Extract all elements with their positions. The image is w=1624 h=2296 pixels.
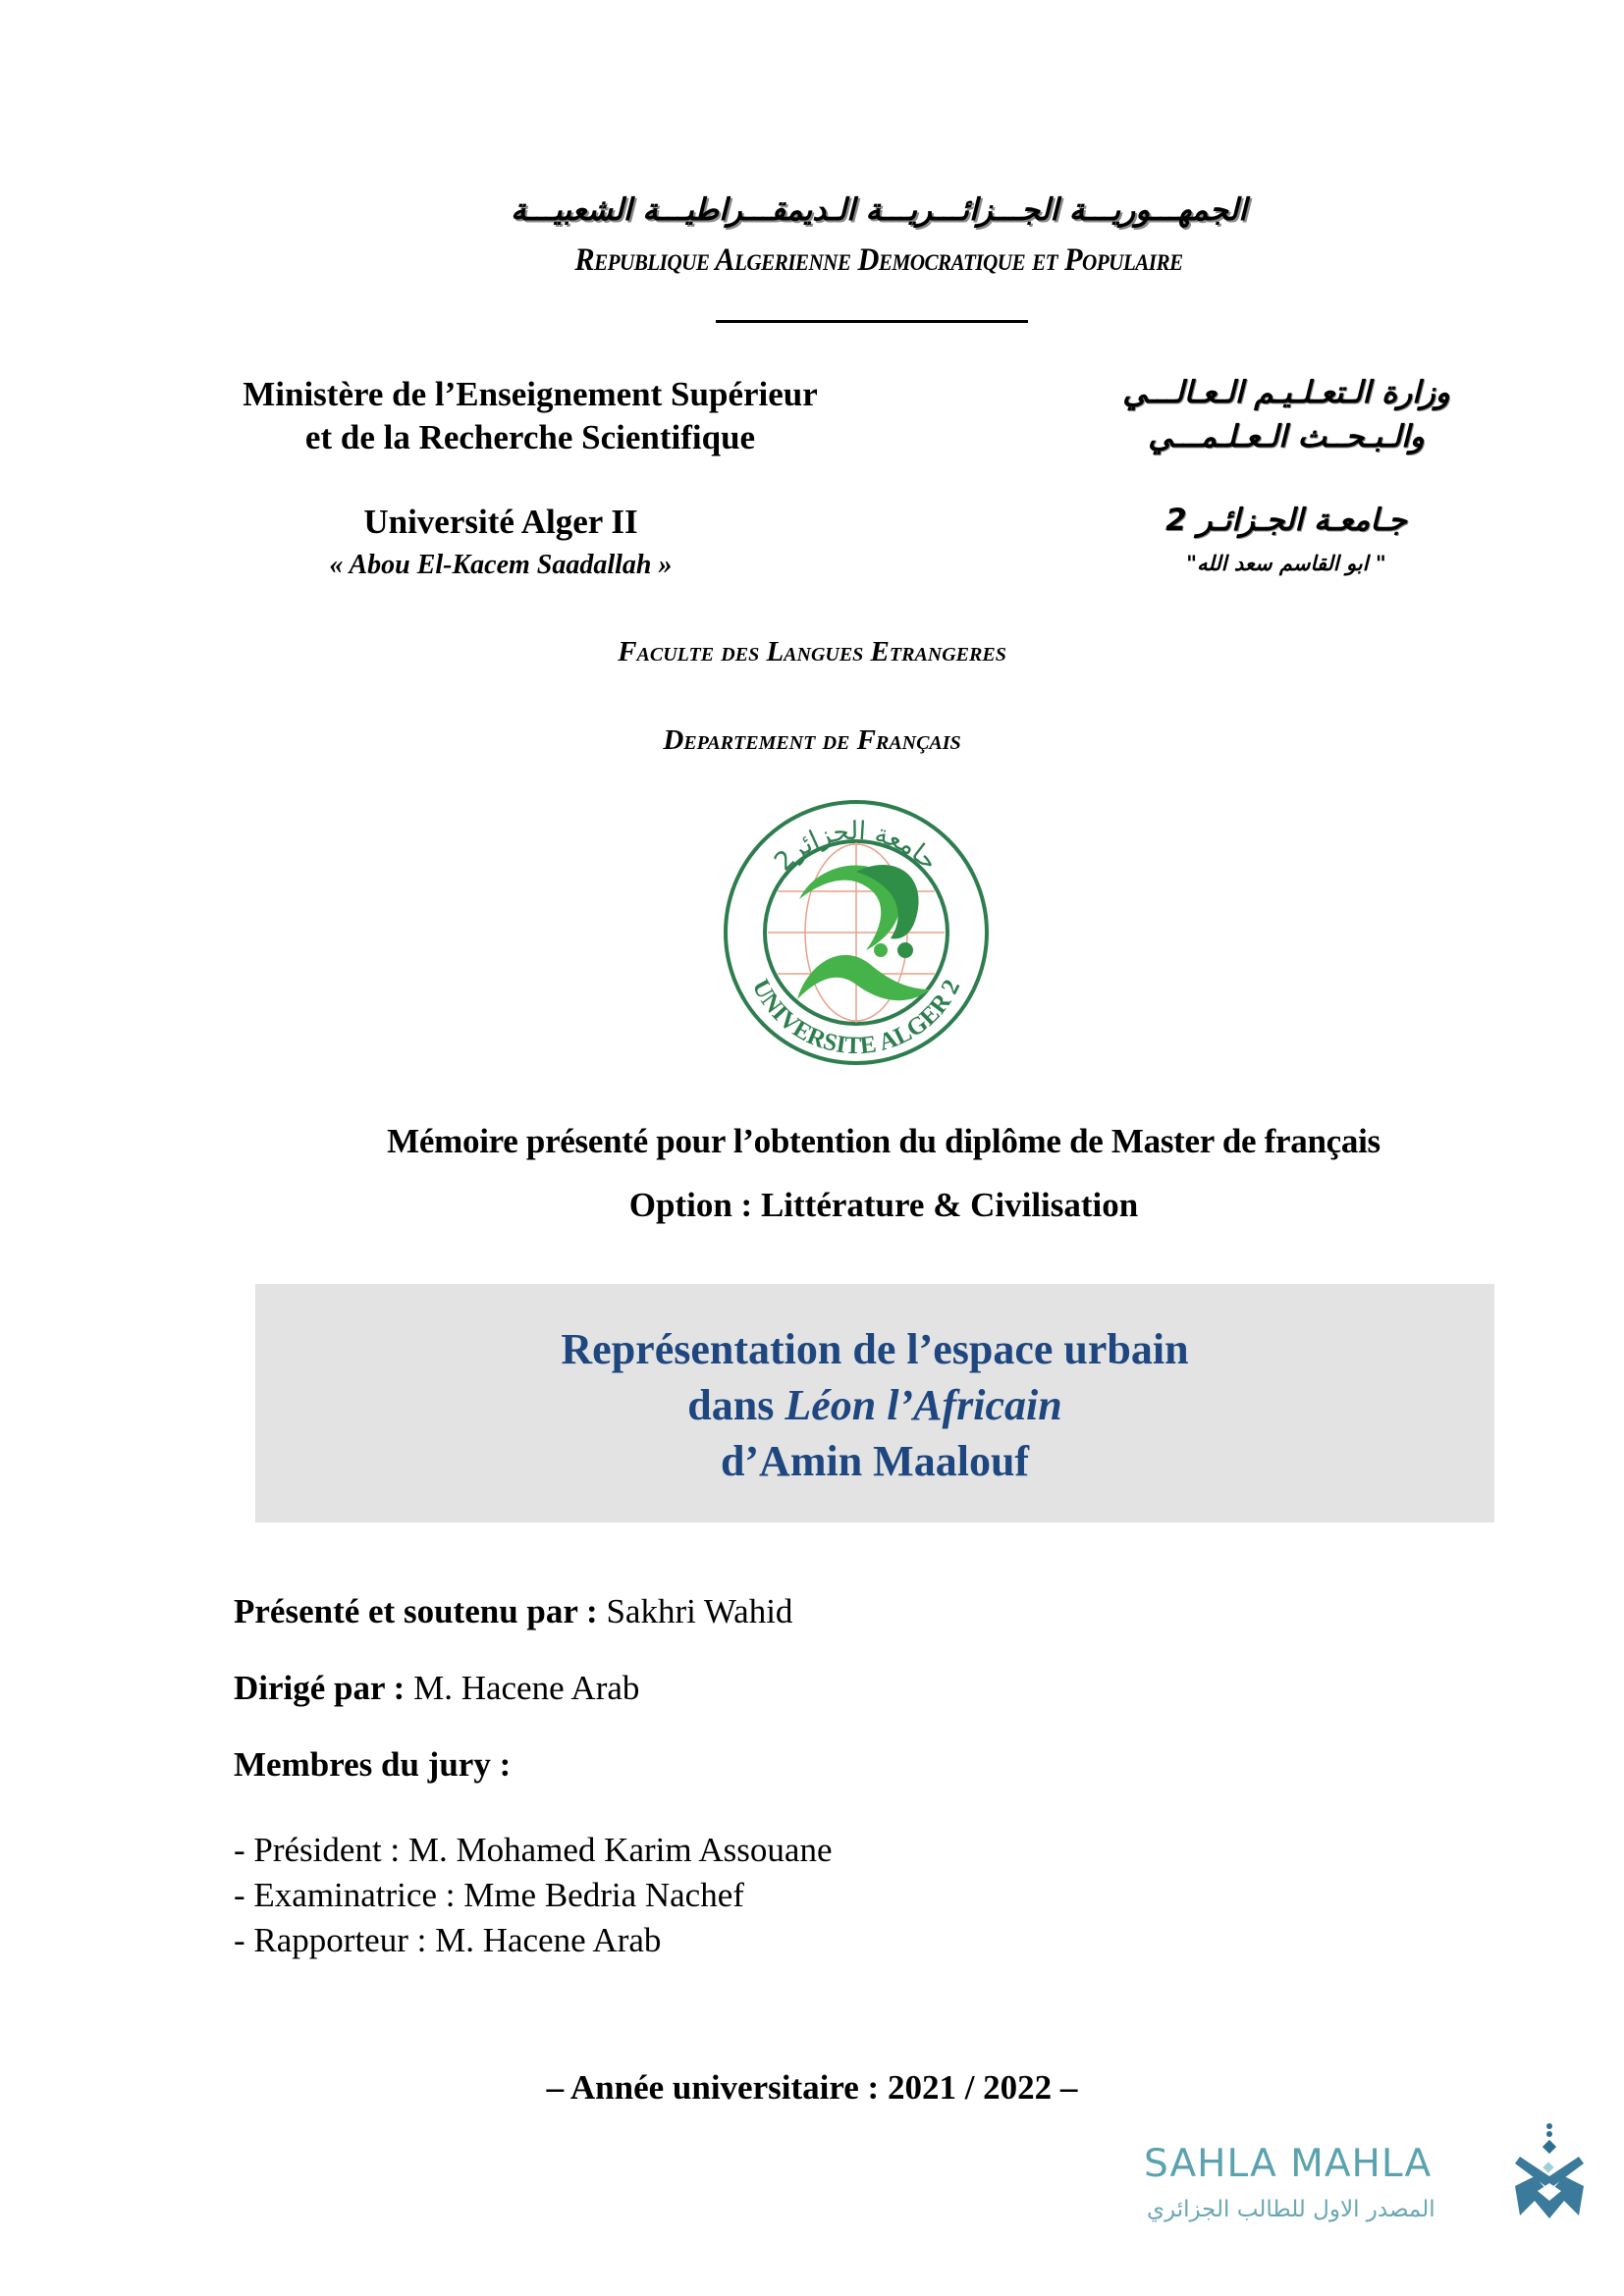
memoire-option: Option : Littérature & Civilisation bbox=[628, 1186, 1139, 1224]
thesis-title-line2-prefix: dans bbox=[687, 1381, 785, 1429]
university-subtitle-arabic: " ابو القاسم سعد الله" bbox=[1186, 552, 1386, 575]
faculty-name: Faculte des Langues Etrangeres bbox=[618, 636, 1006, 667]
ministry-arabic bbox=[1070, 371, 1502, 459]
svg-text:UNIVERSITE ALGER 2: UNIVERSITE ALGER 2 bbox=[746, 975, 966, 1060]
thesis-title-line1: Représentation de l’espace urbain bbox=[561, 1325, 1189, 1373]
republic-title: Republique Algerienne Democratique et Populaire bbox=[574, 242, 1183, 278]
jury-member: - Président : M. Mohamed Karim Assouane bbox=[234, 1831, 833, 1869]
jury-member: - Rapporteur : M. Hacene Arab bbox=[234, 1921, 662, 1959]
header-divider bbox=[716, 320, 1028, 323]
ministry-ar-line1: وزارة الـتعـلـيـم الـعـالـــي bbox=[1122, 375, 1450, 410]
jury-list bbox=[234, 1828, 833, 1963]
presenter-name: Sakhri Wahid bbox=[606, 1592, 793, 1630]
arabic-republic-title: الجمهـــوريـــة الجـــزائـــريـــة الـديمقـــراطيـــة الشعبيـــة bbox=[511, 192, 1247, 228]
memoire-statement: Mémoire présenté pour l’obtention du diplôme de Master de français bbox=[387, 1122, 1380, 1160]
jury-heading: Membres du jury : bbox=[234, 1745, 512, 1784]
director-name: M. Hacene Arab bbox=[413, 1669, 640, 1707]
calligraphy-emblem-icon bbox=[1510, 2122, 1589, 2225]
book-title: Léon l’Africain bbox=[785, 1381, 1062, 1429]
jury-member: - Examinatrice : Mme Bedria Nachef bbox=[234, 1876, 744, 1914]
svg-text:جامعة الجزائر2: جامعة الجزائر2 bbox=[769, 816, 944, 878]
director-label: Dirigé par : bbox=[234, 1669, 414, 1707]
ministry-fr-line2: et de la Recherche Scientifique bbox=[304, 418, 756, 456]
department-name: Departement de Français bbox=[663, 724, 961, 756]
university-name-arabic: جـامعـة الجـزائـر 2 bbox=[1165, 503, 1407, 538]
thesis-title bbox=[255, 1321, 1494, 1489]
university-seal-icon bbox=[709, 793, 1003, 1073]
sahla-mahla-watermark bbox=[1139, 2140, 1600, 2248]
university-subtitle-french: « Abou El-Kacem Saadallah » bbox=[329, 550, 673, 580]
director-line bbox=[234, 1669, 639, 1708]
presenter-line bbox=[234, 1592, 792, 1631]
university-name-french: Université Alger II bbox=[363, 503, 638, 541]
ministry-ar-line2: والـبـحــث الـعـلـمـــي bbox=[1148, 419, 1425, 454]
thesis-title-box bbox=[255, 1284, 1494, 1522]
thesis-title-line2 bbox=[255, 1377, 1494, 1433]
presenter-label: Présenté et soutenu par : bbox=[234, 1592, 607, 1630]
watermark-tagline: المصدر الاول للطالب الجزائري bbox=[1147, 2197, 1435, 2222]
ministry-fr-line1: Ministère de l’Enseignement Supérieur bbox=[243, 375, 818, 413]
watermark-brand: SAHLA MAHLA bbox=[1144, 2142, 1433, 2186]
ministry-french bbox=[187, 373, 874, 459]
thesis-title-line3: d’Amin Maalouf bbox=[720, 1437, 1030, 1485]
university-logo bbox=[709, 793, 1003, 1073]
academic-year: – Année universitaire : 2021 / 2022 – bbox=[546, 2068, 1078, 2107]
